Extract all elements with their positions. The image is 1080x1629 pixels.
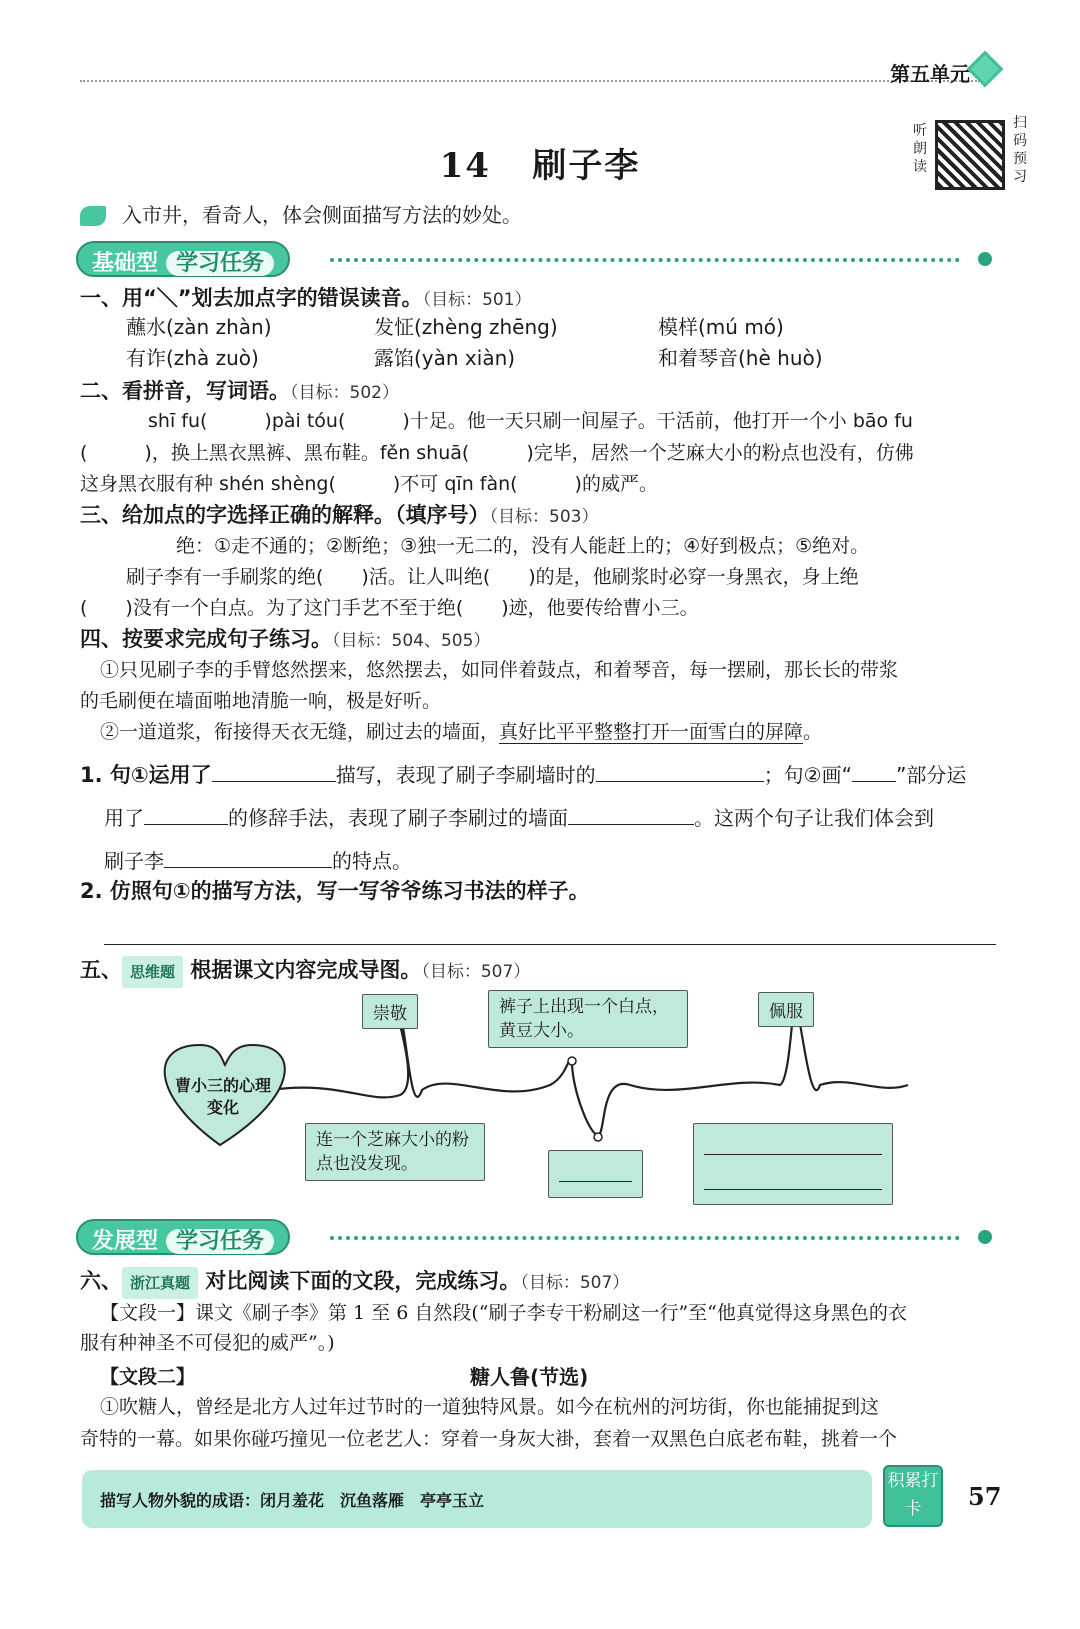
q4-part1-line1	[80, 760, 966, 790]
empty-answer-box[interactable]	[548, 1150, 643, 1198]
banner-basic-tag: 基础型	[92, 251, 159, 276]
q3-title	[80, 500, 598, 532]
answer-blank[interactable]	[568, 803, 694, 825]
qr-right-label: 扫码预习	[1013, 115, 1027, 185]
banner-development	[76, 1219, 290, 1255]
q4-p1f: 的修辞手法，表现了刷子李刷过的墙面	[228, 806, 568, 830]
q4-sentence2	[100, 717, 822, 747]
box-respect: 崇敬	[362, 994, 418, 1029]
q4-part1-line2	[104, 803, 934, 833]
wave-node	[568, 1057, 576, 1065]
q2-title-text: 二、看拼音，写词语。	[80, 379, 290, 403]
q1-target: （目标：501）	[422, 290, 532, 310]
q4-title	[80, 624, 490, 656]
banner-dev-task: 学习任务	[166, 1229, 274, 1254]
q6-target: （目标：507）	[520, 1273, 630, 1293]
q5-num: 五、	[80, 958, 122, 982]
banner-dev-tag: 发展型	[92, 1229, 159, 1254]
q2-target: （目标：502）	[290, 383, 399, 403]
banner-basic-task: 学习任务	[166, 251, 274, 276]
qr-left-label: 听朗读	[913, 123, 927, 175]
q4-p1b: 描写，表现了刷子李刷墙时的	[335, 763, 596, 787]
answer-line[interactable]	[704, 1154, 882, 1155]
q4-sentence2-underlined: 真好比平平整整打开一面雪白的屏障	[499, 721, 804, 743]
q3-target: （目标：503）	[489, 507, 599, 527]
q2-line-2: ( )，换上黑衣黑裤、黑布鞋。fěn shuā( )完毕，居然一个芝麻大小的粉点也没有，仿佛	[80, 442, 914, 464]
answer-blank[interactable]	[212, 760, 336, 782]
checkin-badge: 积累打卡	[883, 1465, 943, 1527]
q3-line-2: ( )没有一个白点。为了这门手艺不至于绝( )迹，他要传给曹小三。	[80, 597, 699, 619]
q5-target: （目标：507）	[421, 962, 531, 982]
q6-para2-a: ①吹糖人，曾经是北方人过年过节时的一道独特风景。如今在杭州的河坊街，你也能捕捉到这	[100, 1396, 880, 1418]
q5-title-text: 根据课文内容完成导图。	[190, 958, 422, 982]
q4-p1h: 刷子李	[104, 849, 164, 873]
thinking-chip: 思维题	[122, 956, 183, 988]
q1-item: 发怔(zhèng zhēng)	[374, 315, 558, 339]
q1-item: 有诈(zhà zuò)	[126, 346, 259, 370]
q4-part1-line3	[104, 846, 412, 876]
box-no-dot: 连一个芝麻大小的粉点也没发现。	[305, 1123, 485, 1181]
q3-defs: 绝：①走不通的；②断绝；③独一无二的，没有人能赶上的；④好到极点；⑤绝对。	[176, 535, 870, 557]
intro-text: 入市井，看奇人，体会侧面描写方法的妙处。	[122, 203, 522, 227]
q6-title	[80, 1266, 629, 1299]
wave-node	[594, 1133, 602, 1141]
q6-para2-title: 糖人鲁(节选)	[470, 1365, 589, 1389]
q4-sentence1-a: ①只见刷子李的手臂悠然摆来，悠然摆去，如同伴着鼓点，和着琴音，每一摆刷，那长长的带浆	[100, 659, 899, 681]
q4-p1e: 用了	[104, 806, 144, 830]
q1-item: 露馅(yàn xiàn)	[374, 346, 516, 370]
q1-item: 和着琴音(hè huò)	[658, 346, 823, 370]
q4-p1d: ”部分运	[895, 763, 967, 787]
q1-title-text: 一、用“＼”划去加点字的错误读音。	[80, 286, 423, 310]
q4-target: （目标：504、505）	[332, 631, 491, 651]
banner-basic	[76, 241, 290, 277]
page-number: 57	[968, 1482, 1002, 1511]
lesson-name: 刷子李	[532, 146, 641, 186]
q3-line-1: 刷子李有一手刷浆的绝( )活。让人叫绝( )的是，他刷浆时必穿一身黑衣，身上绝	[126, 566, 859, 588]
banner-end-dot	[978, 1230, 992, 1244]
q6-para2-label: 【文段二】	[100, 1366, 196, 1388]
q4-title-text: 四、按要求完成句子练习。	[80, 627, 332, 651]
q1-item: 模样(mú mó)	[658, 315, 784, 339]
answer-blank[interactable]	[852, 760, 896, 782]
empty-answer-box[interactable]	[693, 1123, 893, 1205]
q6-title-text: 对比阅读下面的文段，完成练习。	[205, 1269, 521, 1293]
q6-para2-b: 奇特的一幕。如果你碰巧撞见一位老艺人：穿着一身灰大褂，套着一双黑色白底老布鞋，挑着一个	[80, 1428, 898, 1450]
q4-sentence2-end: 。	[803, 721, 823, 743]
q5-title	[80, 955, 530, 988]
answer-blank[interactable]	[596, 760, 764, 782]
answer-line[interactable]	[559, 1181, 632, 1182]
q1-title	[80, 283, 532, 315]
footer-idioms: 描写人物外貌的成语：闭月羞花 沉鱼落雁 亭亭玉立	[100, 1491, 485, 1510]
q4-p1a: 1. 句①运用了	[80, 763, 212, 787]
q4-p2-text: 2. 仿照句①的描写方法，写一写爷爷练习书法的样子。	[80, 879, 590, 903]
q2-title	[80, 376, 399, 408]
q4-p1c: ；句②画“	[763, 763, 852, 787]
q3-title-text: 三、给加点的字选择正确的解释。（填序号）	[80, 503, 490, 527]
q4-sentence1-b: 的毛刷便在墙面啪地清脆一响，极是好听。	[80, 690, 442, 712]
q2-line-3: 这身黑衣服有种 shén shèng( )不可 qīn fàn( )的威严。	[80, 473, 658, 495]
q6-num: 六、	[80, 1269, 122, 1293]
banner-end-dot	[978, 252, 992, 266]
q4-p1i: 的特点。	[332, 849, 412, 873]
q4-sentence2-a: ②一道道浆，衔接得天衣无缝，刷过去的墙面，	[100, 721, 500, 743]
heart-label: 曹小三的心理变化	[174, 1076, 271, 1117]
answer-blank[interactable]	[164, 846, 332, 868]
answer-blank[interactable]	[144, 803, 228, 825]
q6-para1-a: 【文段一】课文《刷子李》第 1 至 6 自然段(“刷子李专干粉刷这一行”至“他真觉得这身黑色的衣	[100, 1302, 907, 1324]
box-white-dot: 裤子上出现一个白点，黄豆大小。	[488, 990, 688, 1048]
answer-line[interactable]	[104, 944, 996, 945]
banner-dots	[330, 1236, 960, 1240]
q2-line-1: shī fu( )pài tóu( )十足。他一天只刷一间屋子。干活前，他打开一个小 bāo fu	[148, 410, 913, 432]
banner-dots	[330, 258, 960, 262]
q4-p1g: 。这两个句子让我们体会到	[694, 806, 934, 830]
q6-para1-b: 服有种神圣不可侵犯的威严”。)	[80, 1332, 335, 1354]
exam-chip: 浙江真题	[122, 1267, 198, 1299]
box-admire: 佩服	[758, 992, 814, 1027]
unit-label: 第五单元	[890, 62, 970, 86]
q4-part2	[80, 876, 590, 906]
leaf-icon	[80, 206, 106, 226]
qr-code-icon[interactable]	[935, 120, 1005, 190]
lesson-number: 14	[439, 146, 491, 186]
q1-item: 蘸水(zàn zhàn)	[126, 315, 272, 339]
answer-line[interactable]	[704, 1189, 882, 1190]
header-rule	[80, 80, 980, 82]
